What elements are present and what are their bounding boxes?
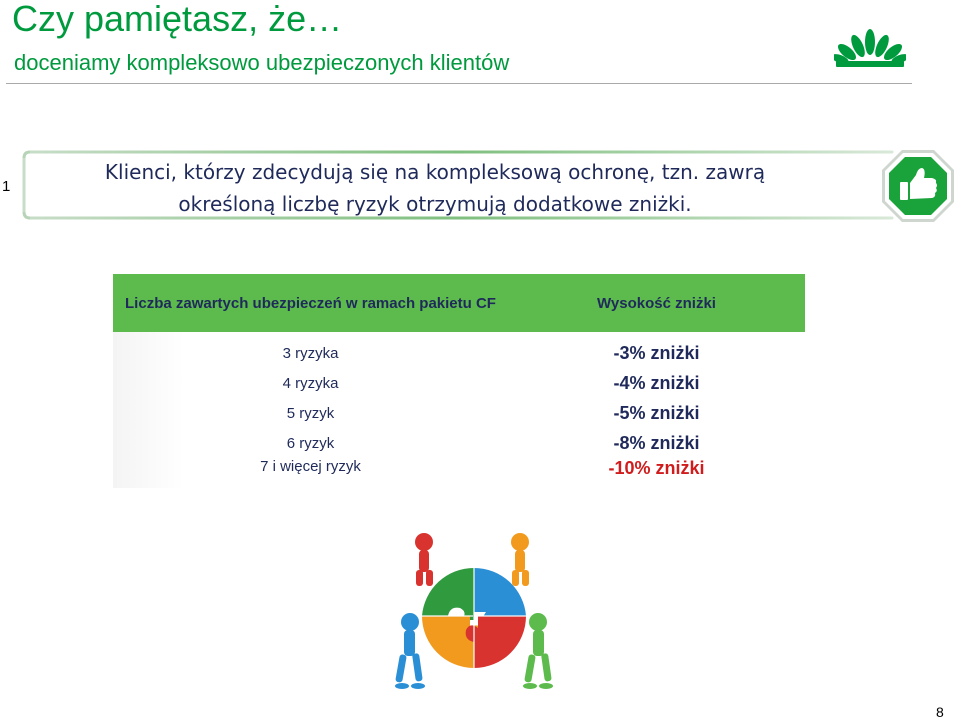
thumbs-up-icon — [880, 148, 956, 224]
risk-count-cell: 4 ryzyka — [113, 368, 508, 398]
page-title: Czy pamiętasz, że… — [12, 0, 343, 39]
table-row — [113, 368, 805, 398]
column-header-policies: Liczba zawartych ubezpieczeń w ramach pakietu CF — [113, 274, 508, 332]
risk-count-cell: 3 ryzyka — [113, 332, 508, 368]
callout-line-2: określoną liczbę ryzyk otrzymują dodatkowe zniżki. — [178, 192, 692, 216]
column-header-discount: Wysokość zniżki — [508, 274, 805, 332]
table-header-row — [113, 274, 805, 332]
discount-cell-highlight: -10% zniżki — [508, 458, 805, 488]
puzzle-teamwork-illustration — [388, 530, 560, 698]
table-row — [113, 458, 805, 488]
risk-count-cell: 7 i więcej ryzyk — [113, 458, 508, 488]
bank-logo-icon — [834, 28, 906, 68]
callout-text — [50, 156, 820, 220]
table-row — [113, 428, 805, 458]
item-number: 1 — [2, 178, 11, 195]
risk-count-cell: 6 ryzyk — [113, 428, 508, 458]
discount-cell: -8% zniżki — [508, 428, 805, 458]
table-row — [113, 398, 805, 428]
discount-table — [113, 274, 805, 488]
table-row — [113, 332, 805, 368]
discount-cell: -5% zniżki — [508, 398, 805, 428]
risk-count-cell: 5 ryzyk — [113, 398, 508, 428]
page-subtitle: doceniamy kompleksowo ubezpieczonych klientów — [14, 50, 510, 75]
page-number: 8 — [936, 704, 944, 720]
discount-cell: -4% zniżki — [508, 368, 805, 398]
discount-cell: -3% zniżki — [508, 332, 805, 368]
header-divider — [6, 83, 912, 84]
callout-line-1: Klienci, którzy zdecydują się na kompleksową ochronę, tzn. zawrą — [104, 160, 766, 184]
